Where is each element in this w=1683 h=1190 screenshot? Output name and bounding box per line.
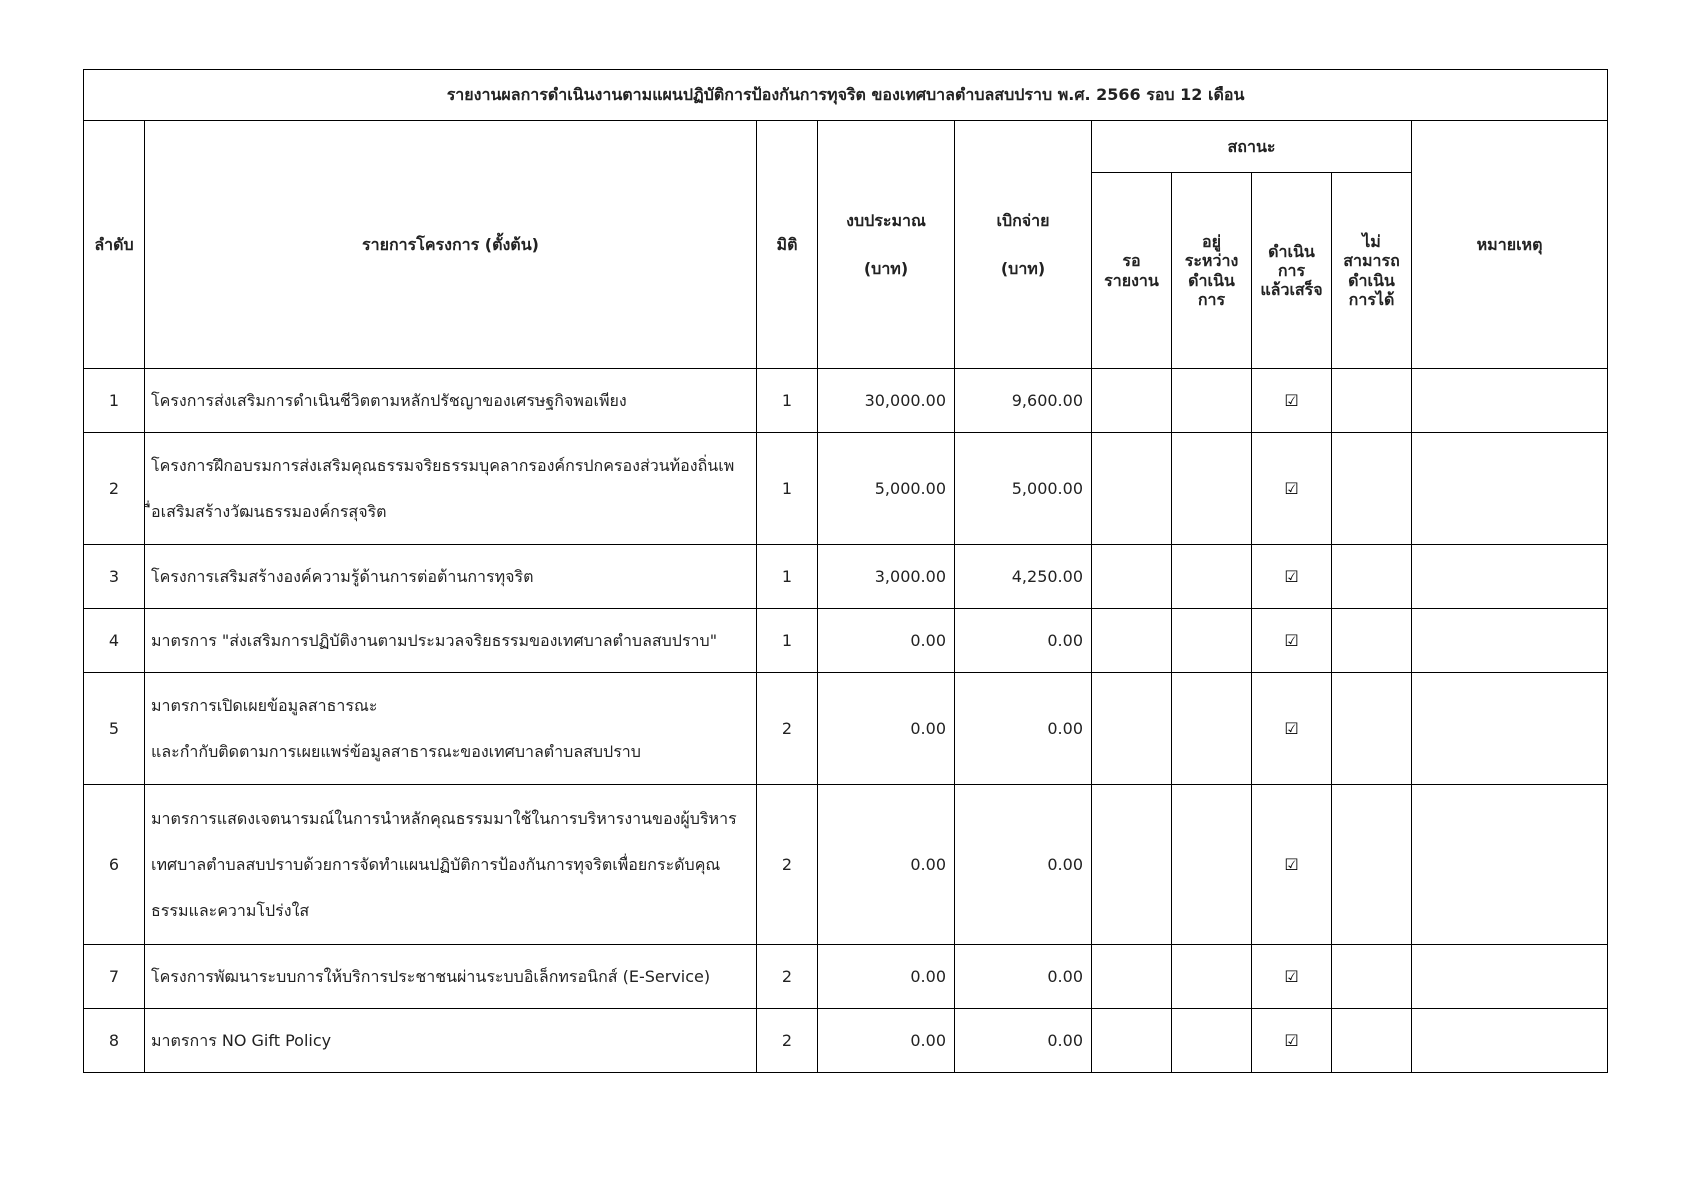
disbursed-cell: 0.00 bbox=[955, 673, 1092, 785]
header-status-in-progress-line: การ bbox=[1197, 289, 1226, 309]
header-order: ลำดับ bbox=[84, 121, 145, 369]
header-status-unable-line: สามารถ bbox=[1343, 251, 1400, 271]
project-name bbox=[145, 609, 757, 673]
table-row bbox=[84, 433, 1608, 545]
row-number: 5 bbox=[84, 673, 145, 785]
status-done-cell bbox=[1252, 673, 1332, 785]
project-name-line: มาตรการ NO Gift Policy bbox=[151, 1030, 332, 1050]
header-status-done-line: การ bbox=[1277, 260, 1306, 280]
status-pending-cell bbox=[1092, 1009, 1172, 1073]
row-number: 8 bbox=[84, 1009, 145, 1073]
status-done-cell bbox=[1252, 433, 1332, 545]
header-status-unable bbox=[1332, 173, 1412, 369]
status-unable-cell bbox=[1332, 785, 1412, 945]
dimension-cell: 2 bbox=[757, 673, 818, 785]
status-done-cell bbox=[1252, 609, 1332, 673]
project-name-line: โครงการฝึกอบรมการส่งเสริมคุณธรรมจริยธรรมบุคลากรองค์กรปกครองส่วนท้องถิ่นเพ bbox=[151, 455, 735, 475]
status-in-progress-cell bbox=[1172, 609, 1252, 673]
budget-cell: 0.00 bbox=[818, 609, 955, 673]
status-unable-cell bbox=[1332, 433, 1412, 545]
project-name-line: มาตรการ "ส่งเสริมการปฏิบัติงานตามประมวลจริยธรรมของเทศบาลตำบลสบปราบ" bbox=[151, 630, 718, 650]
project-name-line: โครงการเสริมสร้างองค์ความรู้ด้านการต่อต้านการทุจริต bbox=[151, 566, 534, 586]
header-row-1 bbox=[84, 121, 1608, 173]
disbursed-cell: 0.00 bbox=[955, 1009, 1092, 1073]
status-unable-cell bbox=[1332, 545, 1412, 609]
dimension-cell: 2 bbox=[757, 945, 818, 1009]
remark-cell bbox=[1412, 1009, 1608, 1073]
status-in-progress-cell bbox=[1172, 1009, 1252, 1073]
header-status-done-line: ดำเนิน bbox=[1268, 241, 1315, 261]
table-row bbox=[84, 369, 1608, 433]
project-name bbox=[145, 785, 757, 945]
status-pending-cell bbox=[1092, 609, 1172, 673]
status-unable-cell bbox=[1332, 945, 1412, 1009]
header-status-pending-line: รายงาน bbox=[1104, 270, 1159, 290]
status-in-progress-cell bbox=[1172, 545, 1252, 609]
project-name-line: มาตรการแสดงเจตนารมณ์ในการนำหลักคุณธรรมมาใช้ในการบริหารงานของผู้บริหาร bbox=[151, 808, 737, 828]
status-in-progress-cell bbox=[1172, 673, 1252, 785]
disbursed-cell: 0.00 bbox=[955, 785, 1092, 945]
disbursed-cell: 0.00 bbox=[955, 609, 1092, 673]
budget-cell: 30,000.00 bbox=[818, 369, 955, 433]
project-name bbox=[145, 945, 757, 1009]
status-unable-cell bbox=[1332, 369, 1412, 433]
disbursed-cell: 0.00 bbox=[955, 945, 1092, 1009]
project-name bbox=[145, 1009, 757, 1073]
header-status-pending-line: รอ bbox=[1122, 251, 1141, 271]
status-unable-cell bbox=[1332, 673, 1412, 785]
header-status-unable-line: การได้ bbox=[1348, 289, 1395, 309]
dimension-cell: 2 bbox=[757, 1009, 818, 1073]
remark-cell bbox=[1412, 785, 1608, 945]
header-dimension: มิติ bbox=[757, 121, 818, 369]
status-pending-cell bbox=[1092, 673, 1172, 785]
row-number: 2 bbox=[84, 433, 145, 545]
budget-cell: 3,000.00 bbox=[818, 545, 955, 609]
disbursed-cell: 4,250.00 bbox=[955, 545, 1092, 609]
report-title: รายงานผลการดำเนินงานตามแผนปฏิบัติการป้องกันการทุจริต ของเทศบาลตำบลสบปราบ พ.ศ. 2566 รอบ 12 เดือน bbox=[84, 70, 1608, 121]
status-done-cell bbox=[1252, 945, 1332, 1009]
checkbox-checked-icon: ☑ bbox=[1284, 478, 1299, 498]
status-done-cell bbox=[1252, 369, 1332, 433]
status-pending-cell bbox=[1092, 545, 1172, 609]
project-name-line: ื่อเสริมสร้างวัฒนธรรมองค์กรสุจริต bbox=[151, 501, 387, 521]
dimension-cell: 2 bbox=[757, 785, 818, 945]
header-status-unable-line: ดำเนิน bbox=[1348, 270, 1395, 290]
project-name bbox=[145, 545, 757, 609]
dimension-cell: 1 bbox=[757, 545, 818, 609]
remark-cell bbox=[1412, 945, 1608, 1009]
project-name bbox=[145, 673, 757, 785]
header-status-in-progress-line: ระหว่าง bbox=[1184, 251, 1239, 271]
remark-cell bbox=[1412, 545, 1608, 609]
status-pending-cell bbox=[1092, 369, 1172, 433]
header-status-pending bbox=[1092, 173, 1172, 369]
budget-cell: 0.00 bbox=[818, 945, 955, 1009]
status-done-cell bbox=[1252, 545, 1332, 609]
table-row bbox=[84, 545, 1608, 609]
checkbox-checked-icon: ☑ bbox=[1284, 1030, 1299, 1050]
table-row bbox=[84, 1009, 1608, 1073]
status-pending-cell bbox=[1092, 785, 1172, 945]
row-number: 1 bbox=[84, 369, 145, 433]
header-status-done-line: แล้วเสร็จ bbox=[1260, 280, 1323, 300]
report-table bbox=[83, 69, 1608, 1073]
project-name-line: โครงการพัฒนาระบบการให้บริการประชาชนผ่านระบบอิเล็กทรอนิกส์ (E-Service) bbox=[151, 966, 711, 986]
status-unable-cell bbox=[1332, 1009, 1412, 1073]
status-in-progress-cell bbox=[1172, 945, 1252, 1009]
budget-cell: 0.00 bbox=[818, 1009, 955, 1073]
header-disbursed-unit: (บาท) bbox=[1000, 258, 1046, 278]
header-status-in-progress-line: อยู่ bbox=[1202, 232, 1221, 252]
project-name-line: และกำกับติดตามการเผยแพร่ข้อมูลสาธารณะของเทศบาลตำบลสบปราบ bbox=[151, 741, 641, 761]
project-name-line: มาตรการเปิดเผยข้อมูลสาธารณะ bbox=[151, 695, 378, 715]
budget-cell: 0.00 bbox=[818, 673, 955, 785]
dimension-cell: 1 bbox=[757, 609, 818, 673]
status-in-progress-cell bbox=[1172, 369, 1252, 433]
header-disbursed bbox=[955, 121, 1092, 369]
dimension-cell: 1 bbox=[757, 433, 818, 545]
remark-cell bbox=[1412, 609, 1608, 673]
checkbox-checked-icon: ☑ bbox=[1284, 566, 1299, 586]
status-pending-cell bbox=[1092, 945, 1172, 1009]
checkbox-checked-icon: ☑ bbox=[1284, 854, 1299, 874]
dimension-cell: 1 bbox=[757, 369, 818, 433]
header-disbursed-line: เบิกจ่าย bbox=[996, 210, 1050, 230]
project-name bbox=[145, 369, 757, 433]
title-row bbox=[84, 70, 1608, 121]
checkbox-checked-icon: ☑ bbox=[1284, 718, 1299, 738]
header-budget-unit: (บาท) bbox=[863, 258, 909, 278]
disbursed-cell: 9,600.00 bbox=[955, 369, 1092, 433]
status-done-cell bbox=[1252, 1009, 1332, 1073]
header-status: สถานะ bbox=[1092, 121, 1412, 173]
table-row bbox=[84, 609, 1608, 673]
table-row bbox=[84, 945, 1608, 1009]
status-done-cell bbox=[1252, 785, 1332, 945]
project-name bbox=[145, 433, 757, 545]
remark-cell bbox=[1412, 673, 1608, 785]
row-number: 7 bbox=[84, 945, 145, 1009]
table-row bbox=[84, 673, 1608, 785]
header-budget-line: งบประมาณ bbox=[846, 210, 926, 230]
checkbox-checked-icon: ☑ bbox=[1284, 390, 1299, 410]
table-row bbox=[84, 785, 1608, 945]
project-name-line: เทศบาลตำบลสบปราบด้วยการจัดทำแผนปฏิบัติการป้องกันการทุจริตเพื่อยกระดับคุณ bbox=[151, 854, 721, 874]
header-status-in-progress bbox=[1172, 173, 1252, 369]
disbursed-cell: 5,000.00 bbox=[955, 433, 1092, 545]
remark-cell bbox=[1412, 369, 1608, 433]
project-name-line: โครงการส่งเสริมการดำเนินชีวิตตามหลักปรัชญาของเศรษฐกิจพอเพียง bbox=[151, 390, 627, 410]
budget-cell: 5,000.00 bbox=[818, 433, 955, 545]
project-name-line: ธรรมและความโปร่งใส bbox=[151, 900, 310, 920]
row-number: 6 bbox=[84, 785, 145, 945]
header-status-in-progress-line: ดำเนิน bbox=[1188, 270, 1235, 290]
header-status-done bbox=[1252, 173, 1332, 369]
header-budget bbox=[818, 121, 955, 369]
row-number: 4 bbox=[84, 609, 145, 673]
checkbox-checked-icon: ☑ bbox=[1284, 630, 1299, 650]
header-status-unable-line: ไม่ bbox=[1362, 232, 1381, 252]
header-remark: หมายเหตุ bbox=[1412, 121, 1608, 369]
status-in-progress-cell bbox=[1172, 785, 1252, 945]
status-unable-cell bbox=[1332, 609, 1412, 673]
checkbox-checked-icon: ☑ bbox=[1284, 966, 1299, 986]
status-pending-cell bbox=[1092, 433, 1172, 545]
budget-cell: 0.00 bbox=[818, 785, 955, 945]
row-number: 3 bbox=[84, 545, 145, 609]
header-project: รายการโครงการ (ตั้งต้น) bbox=[145, 121, 757, 369]
status-in-progress-cell bbox=[1172, 433, 1252, 545]
remark-cell bbox=[1412, 433, 1608, 545]
